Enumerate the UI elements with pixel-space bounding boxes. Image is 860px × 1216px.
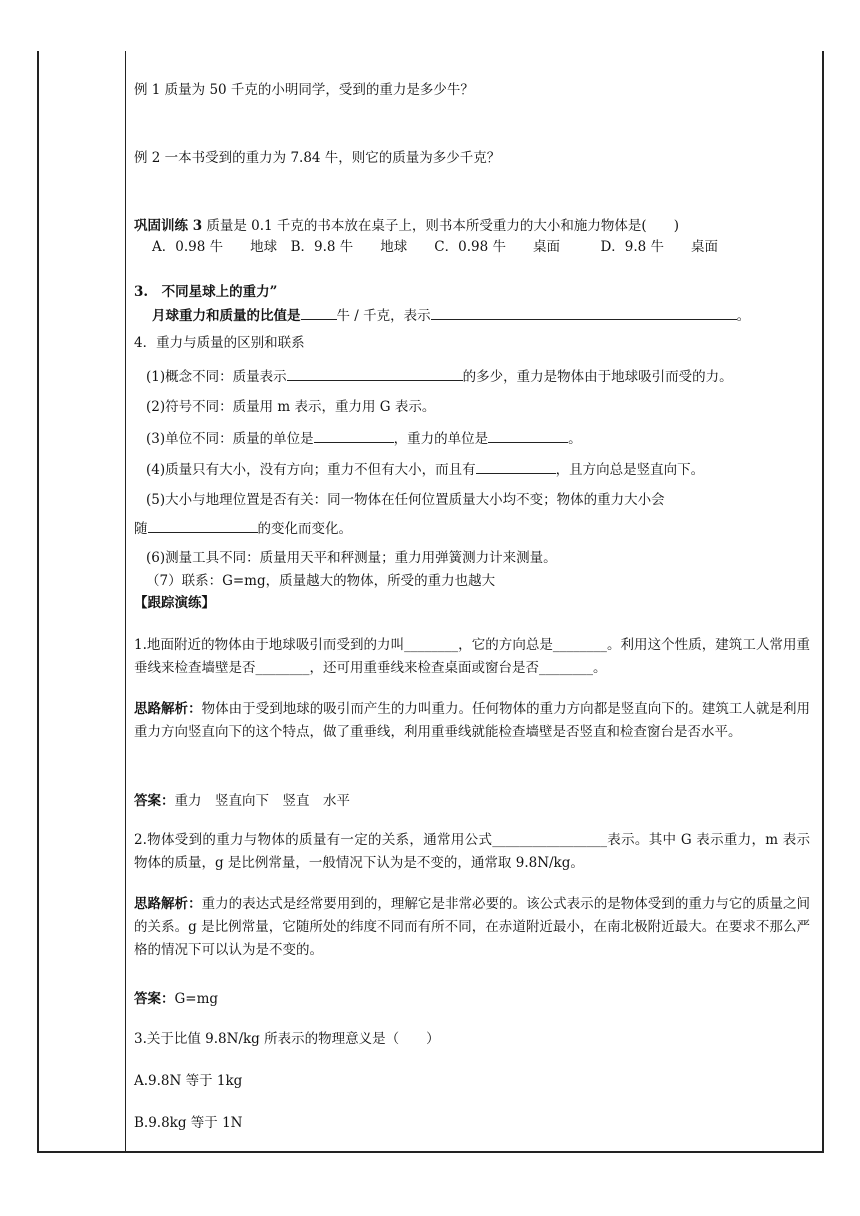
item-3 [146,429,582,448]
item-2: (2)符号不同：质量用 m 表示，重力用 G 表示。 [146,399,436,415]
question-1: 1.地面附近的物体由于地球吸引而受到的力叫________，它的方向总是________。利用这个性质，建筑工人常用重垂线来检查墙壁是否________，还可用重垂线来检查桌面或窗台是否________。 [134,637,810,676]
question-3: 3.关于比值 9.8N/kg 所表示的物理意义是（ ） [134,1031,440,1047]
blank [476,460,556,474]
item-5: (5)大小与地理位置是否有关：同一物体在任何位置质量大小均不变；物体的重力大小会 [146,492,665,508]
blank [488,429,568,443]
analysis-label: 思路解析： [134,701,202,717]
question-2-analysis [134,893,810,962]
item-4 [146,460,704,479]
blank [148,519,258,533]
moon-ratio-line [152,306,750,325]
item-7: （7）联系：G=mg，质量越大的物体，所受的重力也越大 [146,573,496,589]
analysis-text: 物体由于受到地球的吸引而产生的力叫重力。任何物体的重力方向都是竖直向下的。建筑工人就是利用重力方向竖直向下的这个特点，做了重垂线，利用重垂线就能检查墙壁是否竖直和检查窗台是否水平。 [134,701,811,740]
item-1-a: (1)概念不同：质量表示 [146,369,287,385]
section-4-title: 4．重力与质量的区别和联系 [134,335,305,351]
answer-label: 答案： [134,793,175,809]
item-3-a: (3)单位不同：质量的单位是 [146,431,314,447]
answer-text: 重力 竖直向下 竖直 水平 [174,793,350,809]
item-4-a: (4)质量只有大小，没有方向；重力不但有大小，而且有 [146,462,476,478]
moon-ratio-end: 。 [736,308,751,324]
example-1: 例 1 质量为 50 千克的小明同学，受到的重力是多少牛？ [134,82,474,98]
tracking-title: 【跟踪演练】 [134,595,215,611]
practice-3-text: 质量是 0.1 千克的书本放在桌子上，则书本所受重力的大小和施力物体是( ) [202,218,679,234]
blank [301,306,337,320]
item-1 [146,367,733,386]
example-2: 例 2 一本书受到的重力为 7.84 牛，则它的质量为多少千克？ [134,150,501,166]
blank [431,306,737,320]
analysis-text: 重力的表达式是经常要用到的，理解它是非常必要的。该公式表示的是物体受到的重力与它的质量之间的关系。g 是比例常量，它随所处的纬度不同而有所不同，在赤道附近最小，在南北极附近最大。在要求不那么严格的情况下可以认为是不变的。 [134,896,811,958]
item-5-cont [134,519,352,538]
item-6: (6)测量工具不同：质量用天平和秤测量；重力用弹簧测力计来测量。 [146,550,557,566]
question-2: 2.物体受到的重力与物体的质量有一定的关系，通常用公式_________________表示。其中 G 表示重力，m 表示物体的质量，g 是比例常量，一般情况下认为是不变的，通常取 9.8N/kg。 [134,832,810,871]
question-3-option-b: B.9.8kg 等于 1N [134,1115,243,1131]
analysis-label: 思路解析： [134,896,202,912]
practice-3-label: 巩固训练 3 [134,218,203,234]
column-divider [125,51,126,1153]
question-2-answer [134,990,218,1008]
item-4-b: ，且方向总是竖直向下。 [555,462,705,478]
question-1-analysis [134,698,810,744]
moon-ratio-unit: 牛 / 千克，表示 [336,308,431,324]
answer-text: G=mg [174,991,219,1007]
question-1-answer [134,792,350,810]
blank [314,429,394,443]
practice-3 [134,217,679,235]
practice-3-options: A．0.98 牛 地球 B．9.8 牛 地球 C．0.98 牛 桌面 D．9.8 牛 桌面 [152,239,719,255]
question-3-option-a: A.9.8N 等于 1kg [134,1073,243,1089]
section-3-title: 3. 不同星球上的重力” [134,284,278,300]
blank [287,367,463,381]
item-1-b: 的多少，重力是物体由于地球吸引而受的力。 [462,369,733,385]
item-3-c: 。 [568,431,582,447]
moon-ratio-label: 月球重力和质量的比值是 [152,308,301,324]
item-5-c: 的变化而变化。 [257,521,352,537]
answer-label: 答案： [134,991,175,1007]
item-3-b: ，重力的单位是 [393,431,489,447]
item-5-b: 随 [134,521,148,537]
